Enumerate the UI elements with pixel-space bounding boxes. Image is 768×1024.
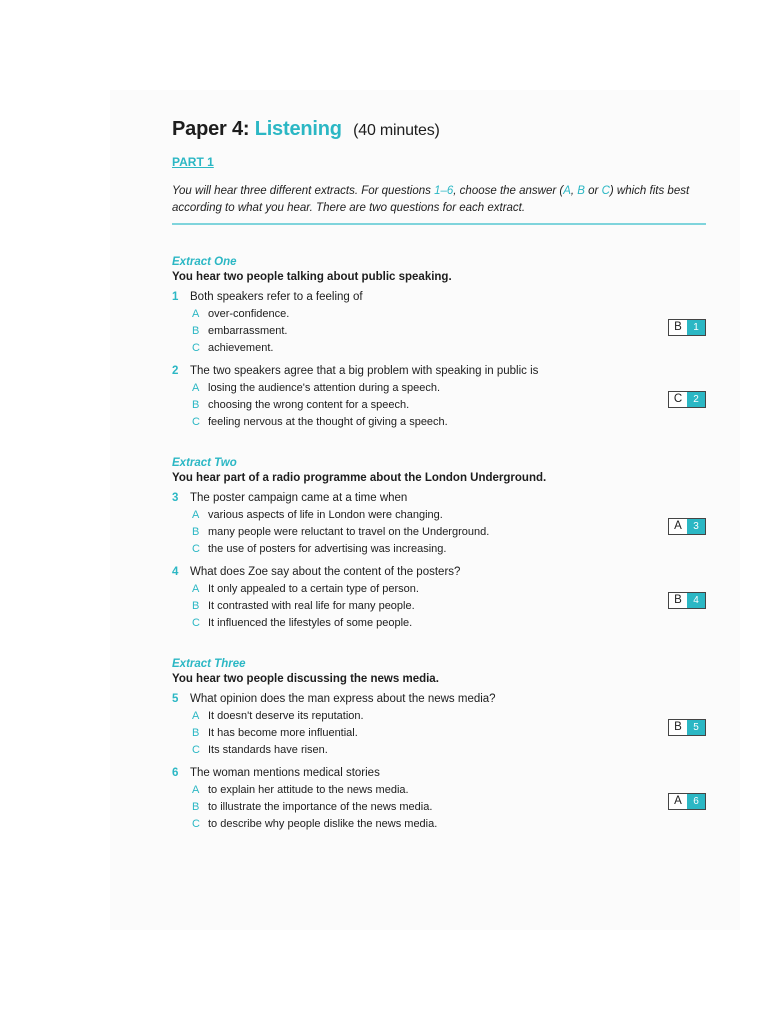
- title-prefix: Paper 4:: [172, 118, 250, 140]
- question-number: 6: [172, 767, 179, 779]
- instructions-text1: You will hear three different extracts. For questions: [172, 185, 431, 197]
- instructions-a: A: [563, 185, 571, 197]
- extract-three: [172, 658, 712, 833]
- option-a[interactable]: [192, 581, 712, 598]
- option-text: achievement.: [208, 342, 274, 354]
- answer-letter: B: [669, 593, 687, 608]
- option-list: [192, 782, 712, 833]
- exam-content: [172, 118, 712, 833]
- title-accent: Listening: [254, 118, 342, 140]
- question-2: [172, 365, 712, 431]
- answer-box[interactable]: [668, 592, 706, 609]
- answer-box[interactable]: [668, 793, 706, 810]
- extract-two: [172, 457, 712, 632]
- question-number: 2: [172, 365, 179, 377]
- instructions-sep2: or: [584, 185, 602, 197]
- instructions-sep1: ,: [570, 185, 578, 197]
- option-text: losing the audience's attention during a speech.: [208, 382, 441, 394]
- option-b[interactable]: [192, 323, 712, 340]
- option-letter: A: [192, 784, 200, 796]
- option-letter: C: [192, 818, 200, 830]
- answer-letter: B: [669, 320, 687, 335]
- answer-number: 6: [687, 794, 705, 809]
- option-text: various aspects of life in London were changing.: [208, 509, 443, 521]
- answer-number: 4: [687, 593, 705, 608]
- option-c[interactable]: [192, 541, 712, 558]
- option-letter: C: [192, 416, 200, 428]
- option-a[interactable]: [192, 306, 712, 323]
- option-text: the use of posters for advertising was increasing.: [208, 543, 447, 555]
- question-4: [172, 566, 712, 632]
- option-c[interactable]: [192, 816, 712, 833]
- option-text: It contrasted with real life for many people.: [208, 600, 415, 612]
- option-list: [192, 306, 712, 357]
- option-a[interactable]: [192, 507, 712, 524]
- answer-letter: A: [669, 519, 687, 534]
- answer-box[interactable]: [668, 518, 706, 535]
- option-letter: B: [192, 526, 200, 538]
- option-b[interactable]: [192, 799, 712, 816]
- extract-heading: Extract Three: [172, 658, 246, 670]
- option-letter: B: [192, 727, 200, 739]
- instructions: [172, 183, 704, 217]
- option-b[interactable]: [192, 397, 712, 414]
- option-c[interactable]: [192, 340, 712, 357]
- instructions-b: B: [577, 185, 585, 197]
- option-list: [192, 507, 712, 558]
- option-letter: B: [192, 399, 200, 411]
- question-stem: [172, 693, 712, 705]
- answer-box[interactable]: [668, 319, 706, 336]
- option-text: over-confidence.: [208, 308, 290, 320]
- extract-heading: Extract One: [172, 256, 237, 268]
- question-text: What opinion does the man express about the news media?: [190, 693, 496, 705]
- question-stem: [172, 767, 712, 779]
- question-text: The poster campaign came at a time when: [190, 492, 408, 504]
- question-text: What does Zoe say about the content of the posters?: [190, 566, 461, 578]
- option-letter: A: [192, 509, 200, 521]
- option-letter: A: [192, 583, 200, 595]
- option-text: It doesn't deserve its reputation.: [208, 710, 364, 722]
- answer-letter: A: [669, 794, 687, 809]
- extract-heading: Extract Two: [172, 457, 237, 469]
- question-stem: [172, 365, 712, 377]
- question-5: [172, 693, 712, 759]
- answer-number: 3: [687, 519, 705, 534]
- option-letter: A: [192, 710, 200, 722]
- option-text: feeling nervous at the thought of giving a speech.: [208, 416, 448, 428]
- option-text: to illustrate the importance of the news media.: [208, 801, 433, 813]
- option-letter: A: [192, 382, 200, 394]
- option-letter: B: [192, 600, 200, 612]
- option-b[interactable]: [192, 524, 712, 541]
- answer-number: 5: [687, 720, 705, 735]
- option-c[interactable]: [192, 615, 712, 632]
- option-text: embarrassment.: [208, 325, 288, 337]
- question-6: [172, 767, 712, 833]
- question-stem: [172, 492, 712, 504]
- option-letter: C: [192, 617, 200, 629]
- question-number: 1: [172, 291, 179, 303]
- question-number: 3: [172, 492, 179, 504]
- option-a[interactable]: [192, 782, 712, 799]
- option-b[interactable]: [192, 725, 712, 742]
- option-list: [192, 708, 712, 759]
- option-list: [192, 581, 712, 632]
- option-list: [192, 380, 712, 431]
- option-text: It has become more influential.: [208, 727, 358, 739]
- question-stem: [172, 291, 712, 303]
- question-text: Both speakers refer to a feeling of: [190, 291, 363, 303]
- option-b[interactable]: [192, 598, 712, 615]
- option-c[interactable]: [192, 414, 712, 431]
- question-3: [172, 492, 712, 558]
- title-duration: (40 minutes): [353, 122, 440, 139]
- option-letter: A: [192, 308, 200, 320]
- option-letter: C: [192, 342, 200, 354]
- option-letter: B: [192, 801, 200, 813]
- option-c[interactable]: [192, 742, 712, 759]
- instructions-range: 1–6: [434, 185, 454, 197]
- option-letter: C: [192, 744, 200, 756]
- instructions-text3: ) which fits best according to what you hear. There are two questions for each extract.: [172, 185, 690, 214]
- option-text: choosing the wrong content for a speech.: [208, 399, 410, 411]
- option-text: Its standards have risen.: [208, 744, 328, 756]
- extract-one: [172, 256, 712, 431]
- question-number: 5: [172, 693, 179, 705]
- question-1: [172, 291, 712, 357]
- option-letter: C: [192, 543, 200, 555]
- extract-intro: You hear two people discussing the news media.: [172, 673, 439, 685]
- extract-intro: You hear two people talking about public speaking.: [172, 271, 452, 283]
- answer-letter: C: [669, 392, 687, 407]
- instructions-text2: , choose the answer (: [453, 185, 564, 197]
- part-heading: PART 1: [172, 155, 214, 169]
- option-text: It influenced the lifestyles of some people.: [208, 617, 413, 629]
- answer-box[interactable]: [668, 391, 706, 408]
- answer-number: 2: [687, 392, 705, 407]
- question-number: 4: [172, 566, 179, 578]
- divider-rule: [172, 223, 706, 225]
- option-text: It only appealed to a certain type of person.: [208, 583, 419, 595]
- option-text: to describe why people dislike the news media.: [208, 818, 438, 830]
- answer-box[interactable]: [668, 719, 706, 736]
- option-a[interactable]: [192, 708, 712, 725]
- instructions-c: C: [601, 185, 610, 197]
- answer-letter: B: [669, 720, 687, 735]
- question-text: The two speakers agree that a big problem with speaking in public is: [190, 365, 539, 377]
- option-letter: B: [192, 325, 200, 337]
- page-title: [172, 118, 712, 141]
- answer-number: 1: [687, 320, 705, 335]
- question-stem: [172, 566, 712, 578]
- option-text: to explain her attitude to the news media.: [208, 784, 409, 796]
- option-text: many people were reluctant to travel on the Underground.: [208, 526, 490, 538]
- option-a[interactable]: [192, 380, 712, 397]
- extract-intro: You hear part of a radio programme about the London Underground.: [172, 472, 547, 484]
- question-text: The woman mentions medical stories: [190, 767, 380, 779]
